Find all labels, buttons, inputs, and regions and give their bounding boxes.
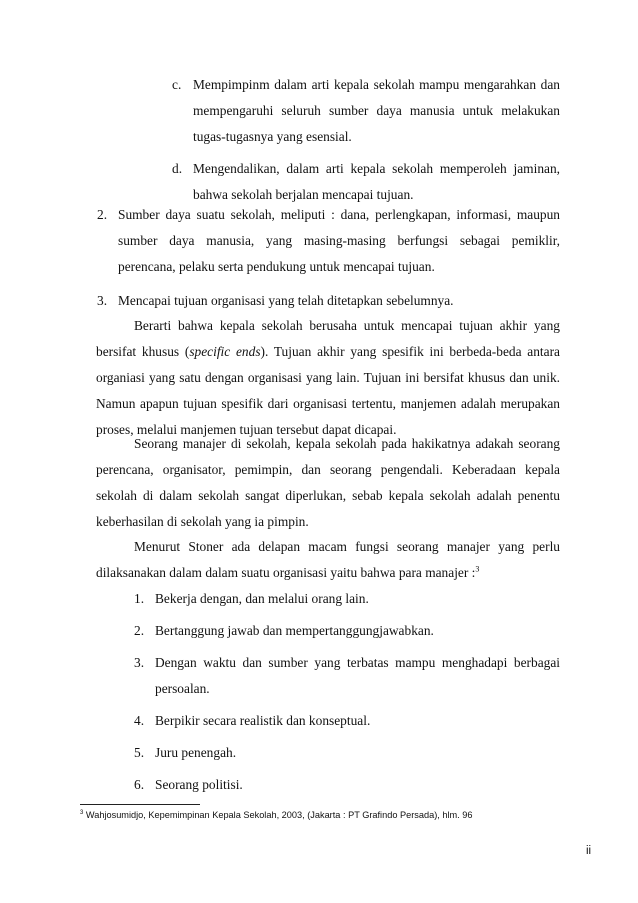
list-item	[134, 740, 560, 766]
list-item-text: Sumber daya suatu sekolah, meliputi : dana, perlengkapan, informasi, maupun sumber daya manusia, yang masing-masing berfungsi sebagai pemiklir, perencana, pelaku serta pendukung untuk mencapai tujuan.	[118, 207, 560, 274]
list-item	[134, 650, 560, 702]
list-item-label: 2.	[97, 207, 108, 222]
list-item-text: Berpikir secara realistik dan konseptual.	[155, 713, 371, 728]
body-paragraph	[96, 534, 560, 586]
footnote-reference[interactable]: 3	[475, 564, 480, 574]
main-item-list	[97, 202, 560, 314]
list-item-text: Juru penengah.	[155, 745, 237, 760]
list-item-label: 3.	[134, 655, 145, 670]
footnote-text: Wahjosumidjo, Kepemimpinan Kepala Sekolah, 2003, (Jakarta : PT Grafindo Persada), hlm. 96	[85, 810, 473, 820]
paragraph-text: ). Tujuan akhir yang spesifik ini berbeda-beda antara organiasi yang satu dengan organisasi yang lain. Tujuan ini bersifat khusus dan unik. Namun apapun tujuan spesifik dari organisasi tertentu, manjemen adalah merupakan proses, melalui manjemen tujuan tersebut dapat dicapai.	[96, 344, 560, 437]
body-paragraph	[96, 313, 560, 443]
list-item-label: 4.	[134, 713, 145, 728]
list-item-label: 5.	[134, 745, 145, 760]
list-item	[134, 618, 560, 644]
list-item-label: 2.	[134, 623, 145, 638]
list-item-text: Bekerja dengan, dan melalui orang lain.	[155, 591, 369, 606]
list-item	[97, 288, 560, 314]
list-item-label: 6.	[134, 777, 145, 792]
list-item-text: Bertanggung jawab dan mempertanggungjawabkan.	[155, 623, 434, 638]
page-number: ii	[586, 845, 592, 857]
list-item-label: d.	[172, 161, 183, 176]
list-item-label: 3.	[97, 293, 108, 308]
footnote-number: 3	[80, 809, 84, 816]
list-item-label: c.	[172, 77, 182, 92]
list-item	[172, 156, 560, 208]
list-item	[172, 72, 560, 150]
footnote	[80, 808, 560, 822]
list-item-text: Dengan waktu dan sumber yang terbatas mampu menghadapi berbagai persoalan.	[155, 655, 560, 696]
list-item	[134, 586, 560, 612]
stoner-function-list	[134, 586, 560, 798]
footnote-separator	[80, 804, 200, 805]
list-item	[134, 772, 560, 798]
list-item-label: 1.	[134, 591, 145, 606]
paragraph-text: Menurut Stoner ada delapan macam fungsi seorang manajer yang perlu dilaksanakan dalam dalam suatu organisasi yaitu bahwa para manajer :	[96, 539, 560, 580]
italic-term: specific ends	[189, 344, 261, 359]
list-item-text: Mencapai tujuan organisasi yang telah ditetapkan sebelumnya.	[118, 293, 454, 308]
body-paragraph: Seorang manajer di sekolah, kepala sekolah pada hakikatnya adakah seorang perencana, organisator, pemimpin, dan seorang pengendali. Keberadaan kepala sekolah di dalam sekolah sangat diperlukan, sebab kepala sekolah adalah penentu keberhasilan di sekolah yang ia pimpin.	[96, 436, 560, 529]
list-item-text: Mengendalikan, dalam arti kepala sekolah memperoleh jaminan, bahwa sekolah berjalan mencapai tujuan.	[193, 161, 560, 202]
list-item	[134, 708, 560, 734]
list-item	[97, 202, 560, 280]
paragraph-text: Berarti bahwa kepala sekolah berusaha untuk mencapai tujuan akhir yang bersifat khusus (	[96, 318, 560, 359]
list-item-text: Seorang politisi.	[155, 777, 243, 792]
list-item-text: Mempimpinm dalam arti kepala sekolah mampu mengarahkan dan mempengaruhi seluruh sumber daya manusia untuk melakukan tugas-tugasnya yang esensial.	[193, 77, 560, 144]
sub-item-list	[172, 72, 560, 208]
